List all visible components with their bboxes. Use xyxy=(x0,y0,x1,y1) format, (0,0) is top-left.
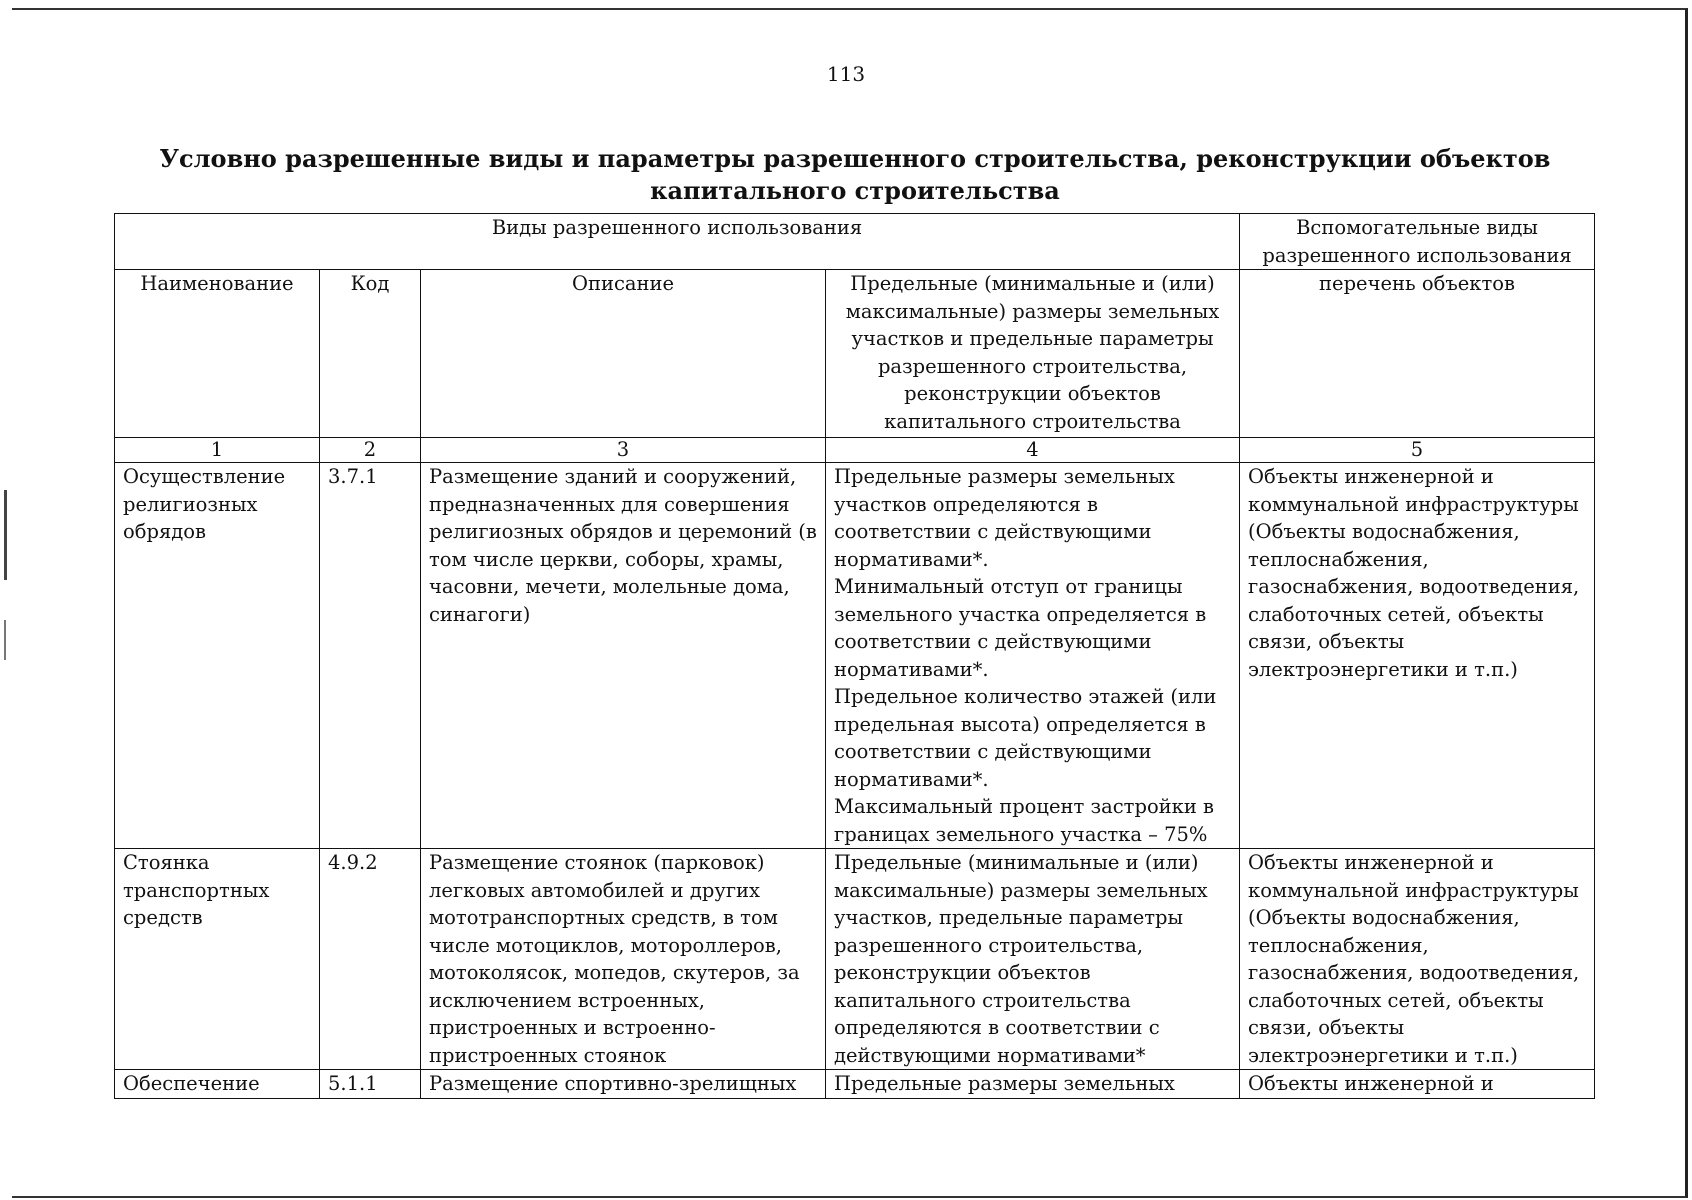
group-header-row xyxy=(115,214,1595,270)
page-number: 113 xyxy=(826,62,866,86)
land-use-table xyxy=(114,213,1595,1099)
table-row xyxy=(115,849,1595,1070)
row-params: Предельные размеры земельных участков определяются в соответствии с действующими нормативами*. Минимальный отступ от границы земельного участка определяется в соответствии с действующими нормативами*. Предельное количество этажей (или предельная высота) определяется в соответствии с действующими нормативами*. Максимальный процент застройки в границах земельного участка – 75% xyxy=(826,463,1240,849)
scan-artifact xyxy=(4,490,7,580)
row-objects: Объекты инженерной и xyxy=(1240,1070,1595,1099)
col-header-code: Код xyxy=(320,270,421,438)
row-description: Размещение спортивно-зрелищных xyxy=(421,1070,826,1099)
column-number-row xyxy=(115,438,1595,463)
col-number: 2 xyxy=(320,438,421,463)
col-header-name: Наименование xyxy=(115,270,320,438)
table-row xyxy=(115,463,1595,849)
table-row xyxy=(115,1070,1595,1099)
row-objects: Объекты инженерной и коммунальной инфраструктуры (Объекты водоснабжения, теплоснабжения, газоснабжения, водоотведения, слаботочных сетей, объекты связи, объекты электроэнергетики и т.п.) xyxy=(1240,463,1595,849)
row-objects: Объекты инженерной и коммунальной инфраструктуры (Объекты водоснабжения, теплоснабжения, газоснабжения, водоотведения, слаботочных сетей, объекты связи, объекты электроэнергетики и т.п.) xyxy=(1240,849,1595,1070)
col-number: 5 xyxy=(1240,438,1595,463)
col-number: 3 xyxy=(421,438,826,463)
scan-artifact xyxy=(4,620,6,660)
row-params: Предельные размеры земельных xyxy=(826,1070,1240,1099)
row-code: 4.9.2 xyxy=(320,849,421,1070)
row-code: 5.1.1 xyxy=(320,1070,421,1099)
group-header-main: Виды разрешенного использования xyxy=(115,214,1240,270)
col-header-params: Предельные (минимальные и (или) максимальные) размеры земельных участков и предельные параметры разрешенного строительства, реконструкции объектов капитального строительства xyxy=(826,270,1240,438)
group-header-auxiliary: Вспомогательные виды разрешенного использования xyxy=(1240,214,1595,270)
row-params: Предельные (минимальные и (или) максимальные) размеры земельных участков, предельные параметры разрешенного строительства, реконструкции объектов капитального строительства определяются в соответствии с действующими нормативами* xyxy=(826,849,1240,1070)
document-title: Условно разрешенные виды и параметры разрешенного строительства, реконструкции объектов капитального строительства xyxy=(159,144,1551,205)
col-header-objects: перечень объектов xyxy=(1240,270,1595,438)
row-name: Осуществление религиозных обрядов xyxy=(115,463,320,849)
col-number: 4 xyxy=(826,438,1240,463)
row-name: Стоянка транспортных средств xyxy=(115,849,320,1070)
col-header-description: Описание xyxy=(421,270,826,438)
col-number: 1 xyxy=(115,438,320,463)
row-description: Размещение стоянок (парковок) легковых автомобилей и других мототранспортных средств, в том числе мотоциклов, мотороллеров, мотоколясок, мопедов, скутеров, за исключением встроенных, пристроенных и встроенно- пристроенных стоянок xyxy=(421,849,826,1070)
row-name: Обеспечение xyxy=(115,1070,320,1099)
column-header-row xyxy=(115,270,1595,438)
row-description: Размещение зданий и сооружений, предназначенных для совершения религиозных обрядов и церемоний (в том числе церкви, соборы, храмы, часовни, мечети, молельные дома, синагоги) xyxy=(421,463,826,849)
row-code: 3.7.1 xyxy=(320,463,421,849)
